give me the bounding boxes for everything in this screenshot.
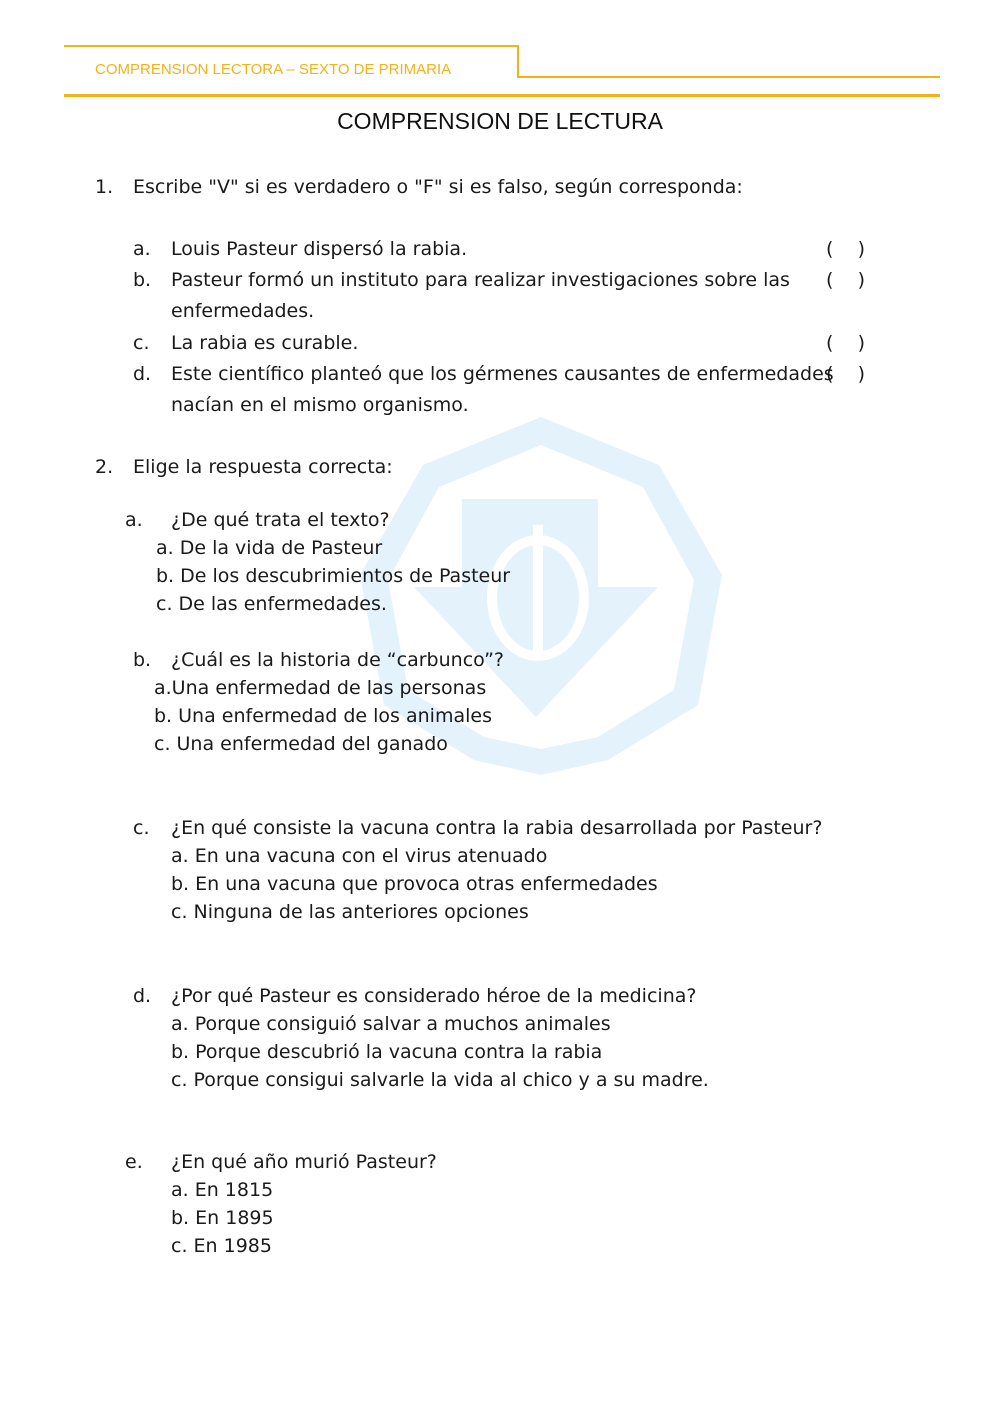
- question-letter: e.: [125, 1151, 143, 1173]
- header-border-right: [517, 76, 940, 78]
- tf-answer-box[interactable]: ( ): [826, 332, 865, 354]
- answer-option[interactable]: c. De las enfermedades.: [156, 593, 387, 615]
- section2-instruction: Elige la respuesta correcta:: [133, 456, 393, 478]
- tf-answer-box[interactable]: ( ): [826, 269, 865, 291]
- question-text: ¿Por qué Pasteur es considerado héroe de la medicina?: [171, 985, 697, 1007]
- header-border-bottom: [64, 94, 940, 97]
- tf-item-text: Este científico planteó que los gérmenes causantes de enfermedades: [171, 363, 834, 385]
- question-letter: b.: [133, 649, 152, 671]
- tf-item-text: Louis Pasteur dispersó la rabia.: [171, 238, 468, 260]
- answer-option[interactable]: a. En 1815: [171, 1179, 274, 1201]
- answer-option[interactable]: a. En una vacuna con el virus atenuado: [171, 845, 548, 867]
- tf-answer-box[interactable]: ( ): [826, 363, 865, 385]
- question-text: ¿Cuál es la historia de “carbunco”?: [171, 649, 505, 671]
- answer-option[interactable]: a.Una enfermedad de las personas: [154, 677, 487, 699]
- answer-option[interactable]: b. En una vacuna que provoca otras enfermedades: [171, 873, 658, 895]
- answer-option[interactable]: b. Porque descubrió la vacuna contra la rabia: [171, 1041, 603, 1063]
- answer-option[interactable]: a. Porque consiguió salvar a muchos animales: [171, 1013, 611, 1035]
- header-border-top: [64, 45, 518, 47]
- header-border-step: [517, 45, 519, 76]
- tf-item-text-cont: nacían en el mismo organismo.: [171, 394, 469, 416]
- answer-option[interactable]: b. De los descubrimientos de Pasteur: [156, 565, 511, 587]
- answer-option[interactable]: c. Ninguna de las anteriores opciones: [171, 901, 529, 923]
- question-text: ¿En qué consiste la vacuna contra la rabia desarrollada por Pasteur?: [171, 817, 823, 839]
- tf-answer-box[interactable]: ( ): [826, 238, 865, 260]
- answer-option[interactable]: c. Porque consigui salvarle la vida al chico y a su madre.: [171, 1069, 709, 1091]
- question-text: ¿De qué trata el texto?: [171, 509, 390, 531]
- page-title: COMPRENSION DE LECTURA: [337, 108, 663, 134]
- question-text: ¿En qué año murió Pasteur?: [171, 1151, 437, 1173]
- answer-option[interactable]: c. En 1985: [171, 1235, 272, 1257]
- question-letter: c.: [133, 817, 150, 839]
- tf-item-letter: c.: [133, 332, 150, 354]
- tf-item-text-cont: enfermedades.: [171, 300, 315, 322]
- tf-item-letter: a.: [133, 238, 151, 260]
- header-text: COMPRENSION LECTORA – SEXTO DE PRIMARIA: [95, 61, 452, 78]
- question-letter: a.: [125, 509, 143, 531]
- tf-item-letter: b.: [133, 269, 152, 291]
- section2-number: 2.: [95, 456, 114, 478]
- answer-option[interactable]: b. Una enfermedad de los animales: [154, 705, 492, 727]
- answer-option[interactable]: a. De la vida de Pasteur: [156, 537, 383, 559]
- tf-item-text: La rabia es curable.: [171, 332, 359, 354]
- answer-option[interactable]: c. Una enfermedad del ganado: [154, 733, 448, 755]
- question-letter: d.: [133, 985, 152, 1007]
- tf-item-text: Pasteur formó un instituto para realizar investigaciones sobre las: [171, 269, 790, 291]
- section1-instruction: Escribe "V" si es verdadero o "F" si es falso, según corresponda:: [133, 176, 743, 198]
- answer-option[interactable]: b. En 1895: [171, 1207, 274, 1229]
- section1-number: 1.: [95, 176, 114, 198]
- tf-item-letter: d.: [133, 363, 152, 385]
